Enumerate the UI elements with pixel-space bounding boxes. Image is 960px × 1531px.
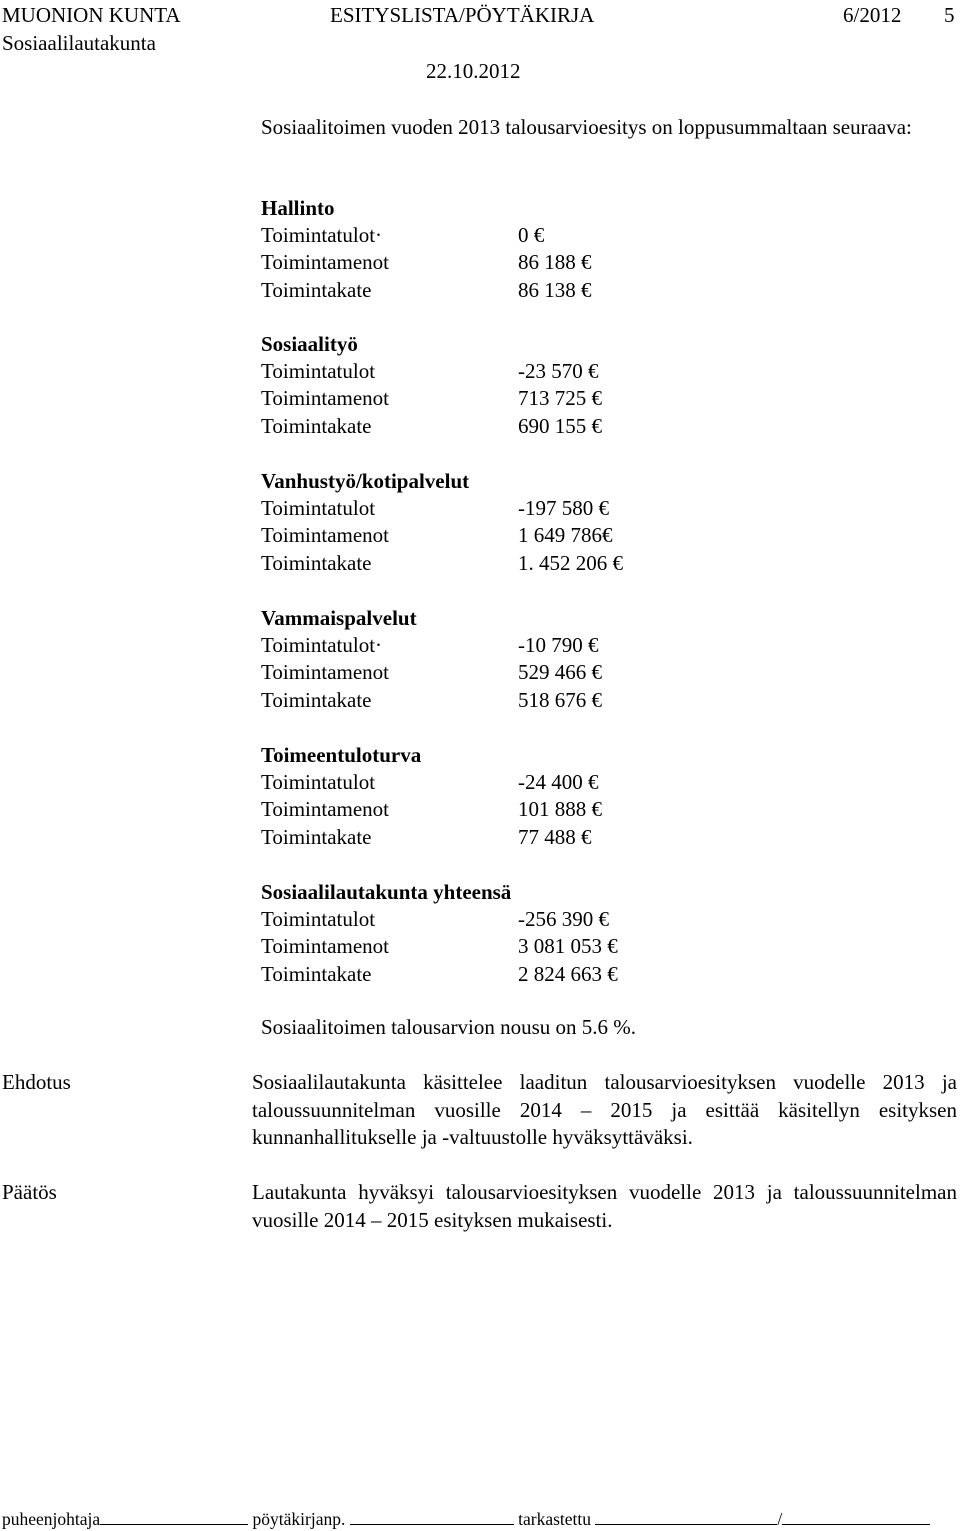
section-title: Vammaispalvelut	[261, 606, 417, 630]
row-label: Toimintatulot	[261, 770, 376, 794]
proposal-label: Ehdotus	[2, 1070, 71, 1094]
row-value: 2 824 663 €	[518, 961, 618, 986]
budget-section	[261, 605, 681, 714]
intro-text: Sosiaalitoimen vuoden 2013 talousarvioesitys on loppusummaltaan seuraava:	[261, 115, 912, 139]
budget-row	[261, 385, 681, 412]
checked-label: tarkastettu	[518, 1509, 591, 1529]
budget-row	[261, 413, 681, 440]
budget-row	[261, 495, 681, 522]
section-title: Hallinto	[261, 196, 335, 220]
row-label: Toimintakate	[261, 550, 372, 575]
row-value: 86 138 €	[518, 277, 592, 302]
row-value: -197 580 €	[518, 496, 609, 520]
budget-section	[261, 468, 681, 577]
row-value: -256 390 €	[518, 907, 609, 931]
row-value: -24 400 €	[518, 770, 599, 794]
row-value: -23 570 €	[518, 359, 599, 383]
signature-footer	[2, 1508, 930, 1530]
budget-row	[261, 933, 681, 960]
budget-row	[261, 687, 681, 714]
row-value: 3 081 053 €	[518, 934, 618, 959]
row-label: Toimintamenot	[261, 660, 390, 685]
row-label: Toimintakate	[261, 687, 372, 712]
row-label: Toimintatulot·	[261, 223, 383, 247]
row-label: Toimintamenot	[261, 250, 390, 275]
secretary-label: pöytäkirjanp.	[252, 1509, 346, 1529]
chair-label: puheenjohtaja	[2, 1509, 101, 1529]
meeting-number: 6/2012	[843, 3, 902, 27]
budget-section	[261, 195, 681, 304]
municipality-name: MUONION KUNTA	[2, 3, 181, 27]
page-number: 5	[944, 3, 955, 27]
row-label: Toimintamenot	[261, 523, 390, 548]
board-name: Sosiaalilautakunta	[2, 31, 156, 55]
row-label: Toimintatulot·	[261, 633, 383, 657]
row-label: Toimintatulot	[261, 496, 376, 520]
row-value: -10 790 €	[518, 633, 599, 657]
row-label: Toimintatulot	[261, 359, 376, 383]
row-value: 518 676 €	[518, 687, 602, 712]
row-label: Toimintakate	[261, 824, 372, 849]
row-label: Toimintakate	[261, 277, 372, 302]
proposal-text: Sosiaalilautakunta käsittelee laaditun talousarvioesityksen vuodelle 2013 ja taloussuunnitelman vuosille 2014 – 2015 ja esittää käsitellyn esityksen kunnanhallitukselle ja -valtuustolle hyväksyttäväksi.	[252, 1070, 957, 1149]
document-type: ESITYSLISTA/PÖYTÄKIRJA	[330, 3, 595, 27]
budget-section	[261, 742, 681, 851]
budget-section	[261, 879, 681, 988]
budget-row	[261, 222, 681, 249]
secretary-signature-line	[350, 1510, 514, 1525]
row-label: Toimintamenot	[261, 386, 390, 411]
row-value: 101 888 €	[518, 797, 602, 822]
row-value: 1. 452 206 €	[518, 550, 623, 575]
checked-signature-line-2	[782, 1510, 930, 1525]
budget-row	[261, 824, 681, 851]
budget-row	[261, 659, 681, 686]
budget-row	[261, 249, 681, 276]
budget-row	[261, 796, 681, 823]
section-title: Toimeentuloturva	[261, 743, 422, 767]
budget-row	[261, 769, 681, 796]
budget-row	[261, 358, 681, 385]
row-value: 529 466 €	[518, 660, 602, 685]
budget-row	[261, 632, 681, 659]
row-value: 86 188 €	[518, 250, 592, 275]
row-value: 713 725 €	[518, 386, 602, 411]
section-title: Sosiaalilautakunta yhteensä	[261, 880, 512, 904]
budget-section	[261, 331, 681, 440]
budget-row	[261, 277, 681, 304]
row-value: 690 155 €	[518, 413, 602, 438]
section-title: Vanhustyö/kotipalvelut	[261, 469, 470, 493]
increase-note: Sosiaalitoimen talousarvion nousu on 5.6 %.	[261, 1015, 637, 1039]
row-value: 0 €	[518, 223, 545, 247]
chair-signature-line	[100, 1510, 248, 1525]
row-label: Toimintamenot	[261, 934, 390, 959]
budget-row	[261, 522, 681, 549]
row-label: Toimintamenot	[261, 797, 390, 822]
decision-text: Lautakunta hyväksyi talousarvioesityksen vuodelle 2013 ja taloussuunnitelman vuosille 2014 – 2015 esityksen mukaisesti.	[252, 1180, 957, 1232]
row-label: Toimintatulot	[261, 907, 376, 931]
row-value: 77 488 €	[518, 824, 592, 849]
checked-signature-line-1	[595, 1510, 777, 1525]
row-value: 1 649 786€	[518, 523, 613, 548]
section-title: Sosiaalityö	[261, 332, 358, 356]
row-label: Toimintakate	[261, 961, 372, 986]
checked-separator: /	[777, 1509, 783, 1529]
budget-row	[261, 961, 681, 988]
meeting-date: 22.10.2012	[426, 59, 521, 83]
budget-row	[261, 550, 681, 577]
row-label: Toimintakate	[261, 413, 372, 438]
decision-label: Päätös	[2, 1180, 57, 1204]
budget-row	[261, 906, 681, 933]
